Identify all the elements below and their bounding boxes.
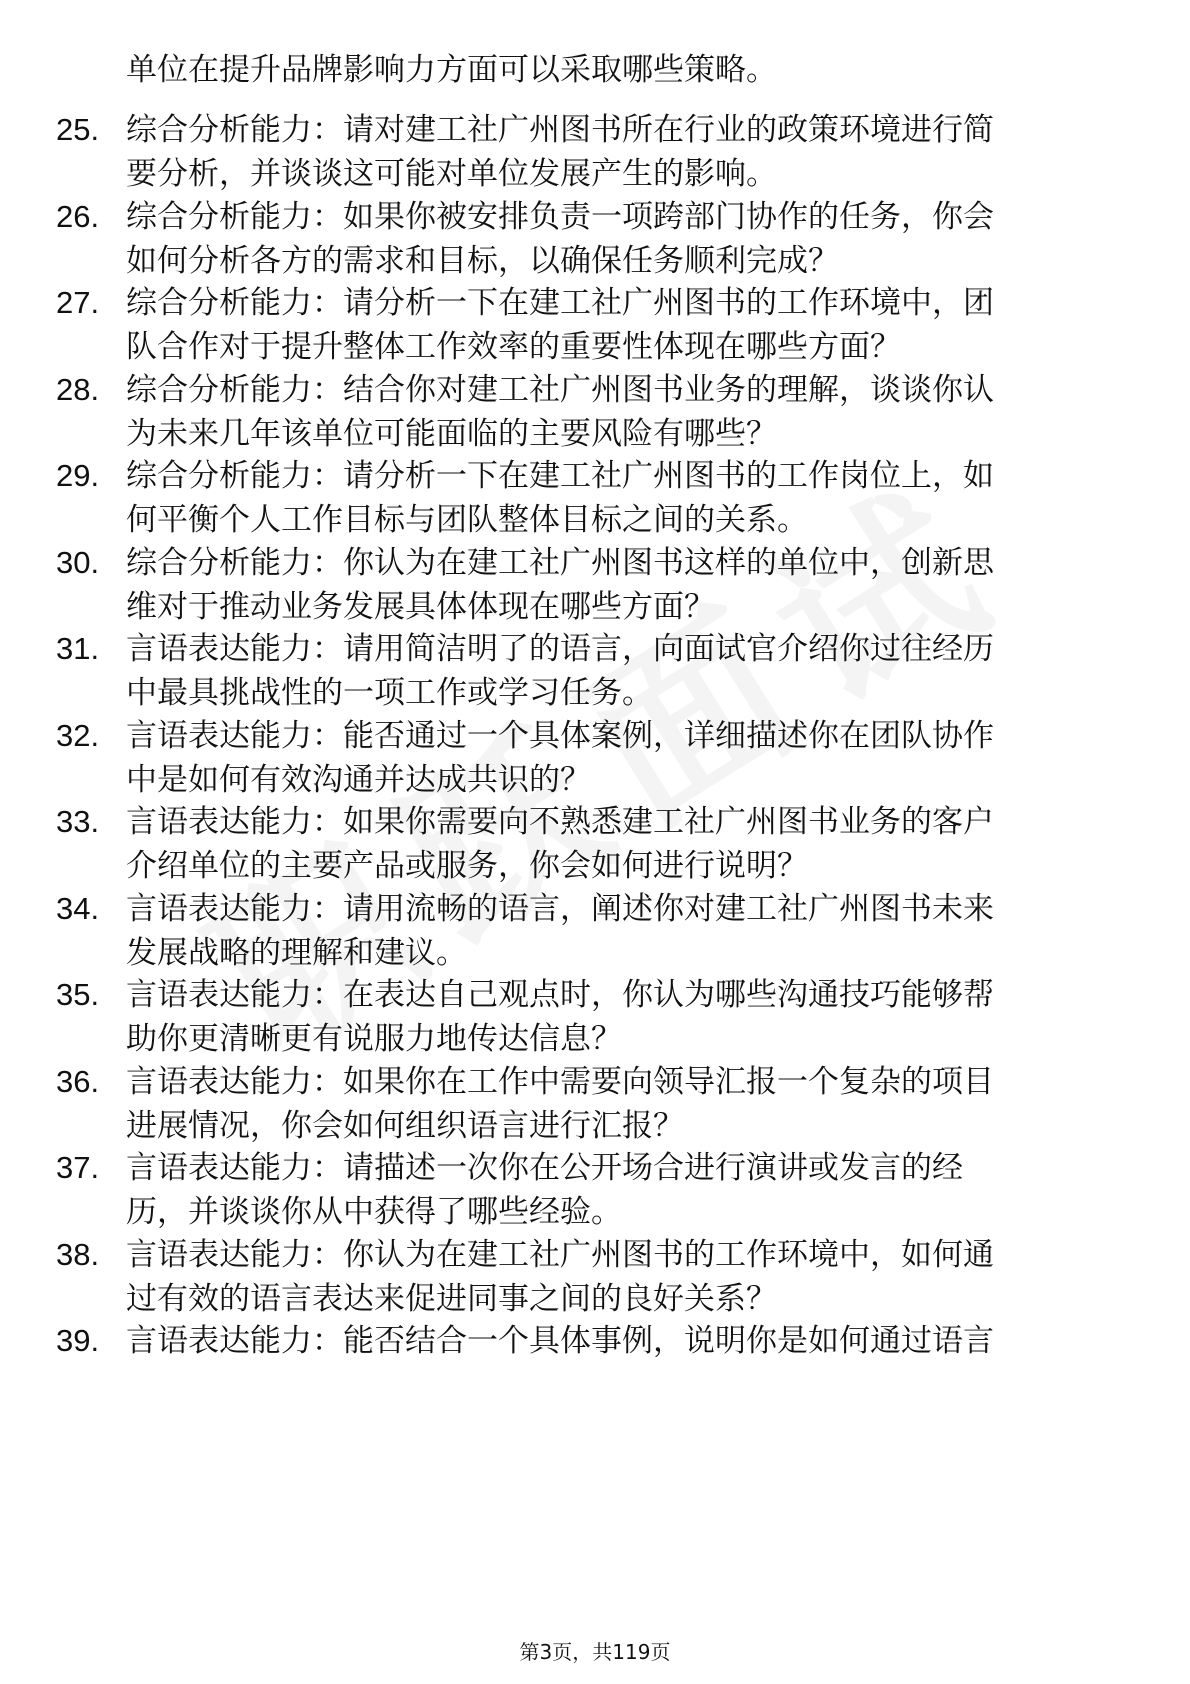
question-text-line: 介绍单位的主要产品或服务，你会如何进行说明？: [126, 848, 808, 884]
question-text-line: 综合分析能力：如果你被安排负责一项跨部门协作的任务，你会: [126, 198, 994, 235]
question-number: 25.: [56, 112, 100, 147]
question-text-line: 如何分析各方的需求和目标，以确保任务顺利完成？: [126, 242, 839, 279]
question-text: [126, 973, 1106, 1061]
question-text-line: 过有效的语言表达来促进同事之间的良好关系？: [126, 1280, 777, 1317]
question-text: [126, 1233, 1106, 1321]
question-number: 27.: [56, 285, 100, 320]
question-text-line: 言语表达能力：请用流畅的语言，阐述你对建工社广州图书未来: [126, 890, 994, 927]
question-number: 39.: [56, 1323, 100, 1358]
question-text-line: 言语表达能力：在表达自己观点时，你认为哪些沟通技巧能够帮: [126, 977, 994, 1013]
question-text: [126, 1146, 1106, 1234]
question-number: 38.: [56, 1236, 100, 1272]
question-text: [126, 1060, 1106, 1148]
question-number: 35.: [56, 977, 100, 1012]
question-text: [126, 1319, 1106, 1363]
question-text-line: 言语表达能力：如果你在工作中需要向领导汇报一个复杂的项目: [126, 1063, 994, 1100]
question-text-line: 中最具挑战性的一项工作或学习任务。: [126, 675, 653, 711]
question-text-line: 要分析，并谈谈这可能对单位发展产生的影响。: [126, 156, 777, 192]
question-text: [126, 541, 1106, 629]
question-number: 32.: [56, 717, 100, 753]
question-number: 30.: [56, 544, 100, 580]
question-text: [126, 454, 1106, 542]
question-number: 36.: [56, 1063, 100, 1099]
question-number: 31.: [56, 631, 100, 666]
question-number: 33.: [56, 804, 100, 839]
question-text-line: 为未来几年该单位可能面临的主要风险有哪些？: [126, 415, 777, 452]
question-text: [126, 714, 1106, 802]
question-text-line: 言语表达能力：如果你需要向不熟悉建工社广州图书业务的客户: [126, 804, 994, 840]
question-number: 34.: [56, 890, 100, 926]
question-text-line: 言语表达能力：能否通过一个具体案例，详细描述你在团队协作: [126, 717, 994, 754]
question-number: 28.: [56, 371, 100, 407]
question-text-line: 言语表达能力：你认为在建工社广州图书的工作环境中，如何通: [126, 1236, 994, 1273]
question-number: 29.: [56, 458, 100, 493]
question-text-line: 综合分析能力：你认为在建工社广州图书这样的单位中，创新思: [126, 544, 994, 581]
question-text-line: 维对于推动业务发展具体体现在哪些方面？: [126, 588, 715, 625]
page-footer: 第3页，共119页: [519, 1640, 671, 1664]
question-text-line: 历，并谈谈你从中获得了哪些经验。: [126, 1194, 622, 1230]
question-text: [126, 887, 1106, 975]
question-text-line: 进展情况，你会如何组织语言进行汇报？: [126, 1107, 684, 1144]
question-text: [126, 108, 1106, 196]
question-number: 26.: [56, 198, 100, 234]
question-text-line: 综合分析能力：请对建工社广州图书所在行业的政策环境进行简: [126, 112, 994, 148]
question-text: [126, 281, 1106, 369]
question-text-line: 队合作对于提升整体工作效率的重要性体现在哪些方面？: [126, 329, 901, 365]
question-number: 37.: [56, 1150, 100, 1185]
question-text: [126, 627, 1106, 715]
question-text: [126, 195, 1106, 283]
question-text: [126, 368, 1106, 456]
question-text-line: 发展战略的理解和建议。: [126, 934, 467, 971]
continuation-line: 单位在提升品牌影响力方面可以采取哪些策略。: [126, 52, 777, 88]
question-text-line: 言语表达能力：请用简洁明了的语言，向面试官介绍你过往经历: [126, 631, 994, 667]
question-text-line: 综合分析能力：请分析一下在建工社广州图书的工作岗位上，如: [126, 458, 994, 494]
question-text-line: 综合分析能力：结合你对建工社广州图书业务的理解，谈谈你认: [126, 371, 994, 408]
question-text-line: 何平衡个人工作目标与团队整体目标之间的关系。: [126, 502, 808, 538]
question-text-line: 言语表达能力：请描述一次你在公开场合进行演讲或发言的经: [126, 1150, 963, 1186]
question-text-line: 言语表达能力：能否结合一个具体事例，说明你是如何通过语言: [126, 1323, 994, 1359]
question-text-line: 助你更清晰更有说服力地传达信息？: [126, 1021, 622, 1057]
question-text-line: 综合分析能力：请分析一下在建工社广州图书的工作环境中，团: [126, 285, 994, 321]
question-text: [126, 800, 1106, 888]
question-text-line: 中是如何有效沟通并达成共识的？: [126, 761, 591, 798]
